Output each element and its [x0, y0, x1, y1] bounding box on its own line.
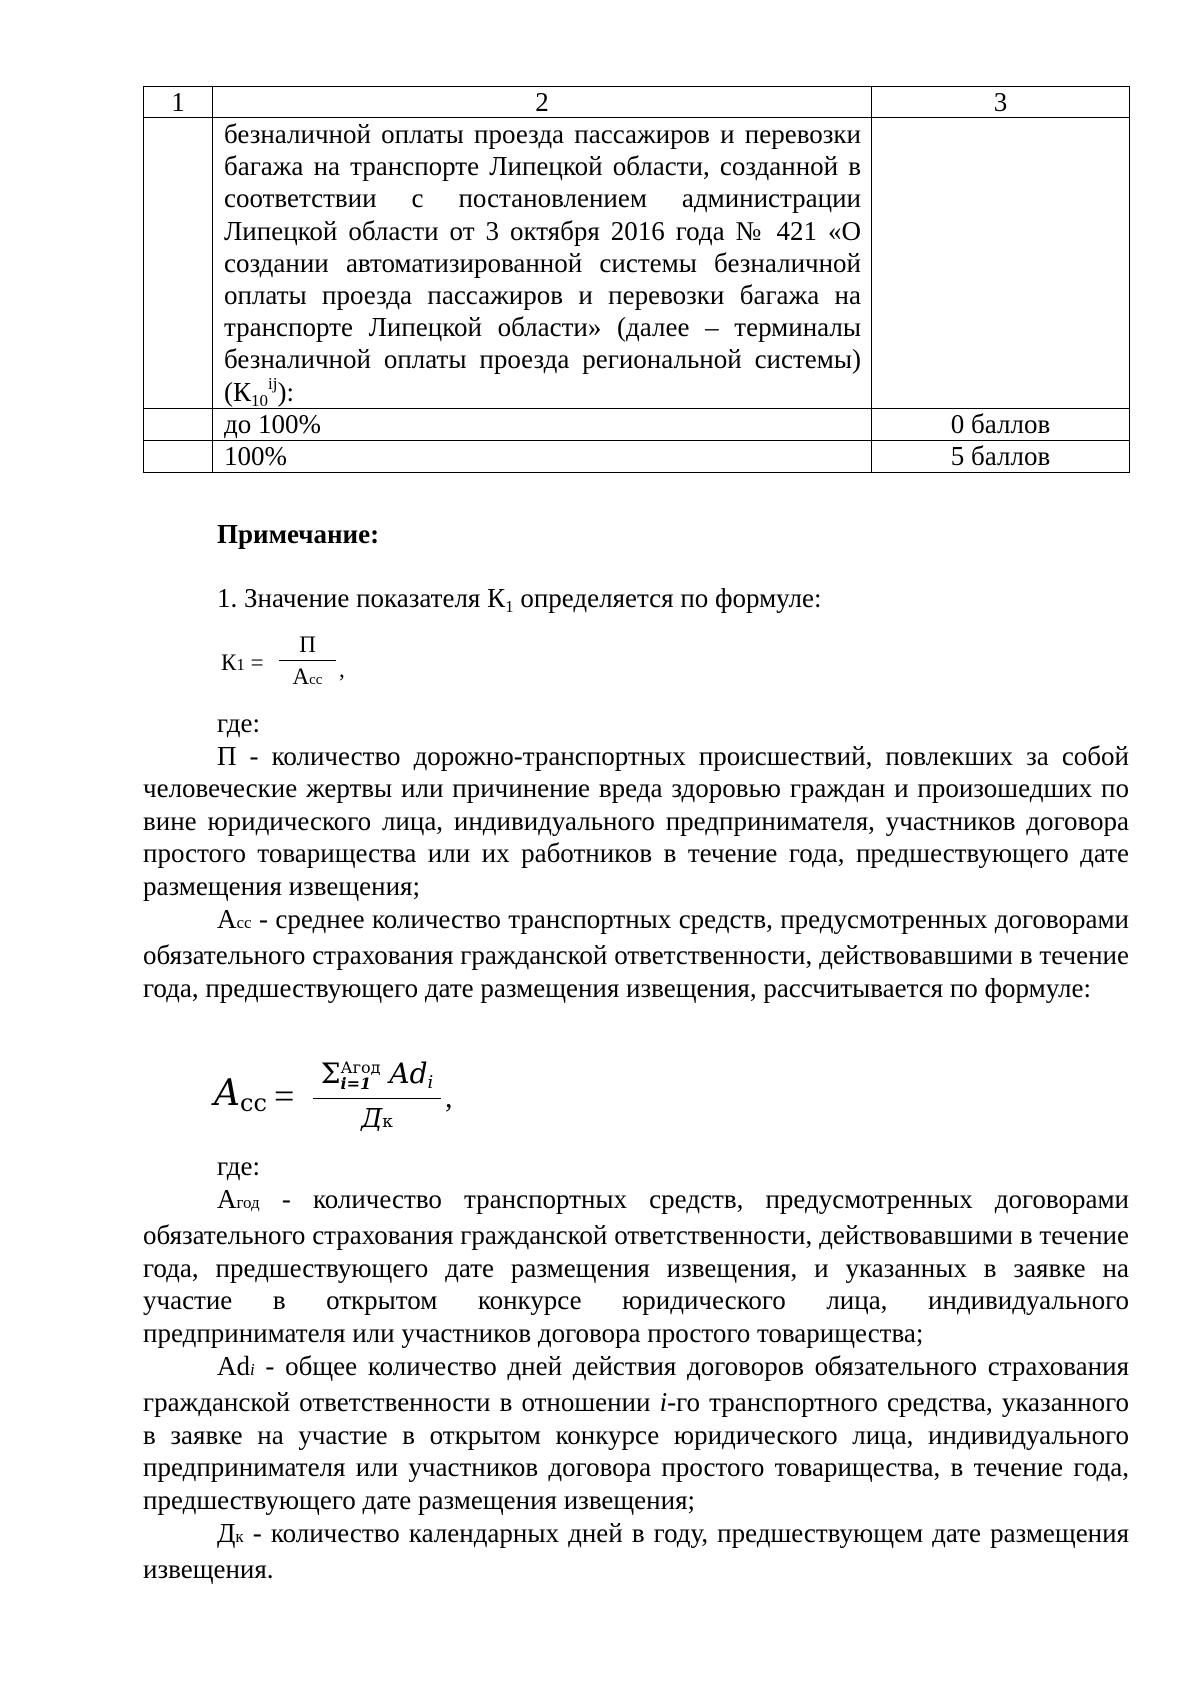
where-label: где:	[217, 1151, 260, 1181]
criterion-description-cell	[213, 118, 872, 409]
sum-lower: i=1	[340, 1073, 372, 1093]
table-cell	[144, 118, 213, 409]
note-item-1	[143, 582, 1129, 615]
dk-definition: - количество календарных дней в году, предшествующем дате размещения извещения.	[143, 1517, 1129, 1585]
fraction-numerator	[313, 1050, 441, 1098]
fraction-numerator: П	[299, 632, 316, 657]
table-cell	[144, 440, 213, 472]
adi-subscript: i	[250, 1359, 255, 1379]
table-row	[144, 440, 1130, 472]
sum-symbol: Σ	[320, 1057, 341, 1090]
sum-upper-symbol: А	[340, 1057, 353, 1077]
fraction-denominator	[313, 1099, 441, 1142]
den-subscript: к	[382, 1112, 393, 1132]
criterion-text: безналичной оплаты проезда пассажиров и перевозки багажа на транспорте Липецкой области, созданной в соответствии с постановлением администрации Липецкой области от 3 октября 2016 года № 421 «О создании автоматизированной системы безналичной оплаты проезда пассажиров и перевозки багажа на транспорте Липецкой области» (далее – терминалы безналичной оплаты проезда региональной системы) (К	[224, 119, 861, 407]
adi-definition-a: - общее количество дней действия договоров обязательного страхования гражданской ответственности в отношении	[143, 1350, 1129, 1418]
table-cell	[144, 408, 213, 440]
agod-subscript: год	[236, 1192, 260, 1212]
definition-acc	[143, 903, 1129, 1005]
table-row	[144, 408, 1130, 440]
den-symbol: Д	[361, 1104, 383, 1134]
den-symbol: А	[292, 664, 310, 689]
k-subscript: 1	[236, 655, 245, 674]
criteria-table	[143, 86, 1130, 473]
formula-k1	[221, 630, 351, 700]
formula-k1-lhs	[221, 647, 264, 682]
definition-adi	[143, 1350, 1129, 1517]
table-cell-range: до 100%	[213, 408, 872, 440]
definition-agod	[143, 1183, 1129, 1350]
note-title: Примечание:	[217, 519, 380, 549]
acc-subscript: сс	[236, 912, 252, 932]
header-col-2: 2	[213, 87, 872, 118]
header-col-1: 1	[144, 87, 213, 118]
a-symbol: A	[214, 1073, 240, 1114]
where-label: где:	[217, 708, 260, 738]
criterion-subscript: 10	[251, 390, 268, 410]
equals-sign: =	[274, 1076, 295, 1116]
acc-term: А	[217, 903, 237, 934]
table-cell-score: 0 баллов	[872, 408, 1130, 440]
definitions-block-2	[143, 1150, 1129, 1586]
adi-definition-b: -го транспортного средства, указанного в заявке на участие в открытом конкурсе юридического лица, индивидуального предпринимателя или участников договора простого товарищества, в течение года, предшествующего дате размещения извещения;	[143, 1387, 1129, 1515]
table-cell	[872, 118, 1130, 409]
fraction-denominator	[279, 661, 336, 696]
definition-dk	[143, 1517, 1129, 1586]
definitions-block-1	[143, 707, 1129, 1004]
dk-term: Д	[217, 1517, 236, 1548]
formula-acc-fraction	[313, 1050, 441, 1142]
table-header-row	[144, 87, 1130, 118]
item1-suffix: определяется по формуле:	[513, 583, 822, 613]
formula-comma: ,	[445, 1081, 453, 1114]
sum-term: Ad	[389, 1057, 428, 1090]
definition-p: П - количество дорожно-транспортных происшествий, повлекших за собой человеческие жертвы или причинение вреда здоровью граждан и произошедших по вине юридического лица, индивидуального предпринимателя, участников договора простого товарищества или их работников в течение года, предшествующего дате размещения извещения;	[143, 740, 1129, 901]
k-symbol: К	[221, 650, 237, 675]
adi-term: Ad	[217, 1350, 250, 1381]
table-row	[144, 118, 1130, 409]
criterion-superscript: ij	[268, 373, 278, 393]
item1-subscript: 1	[505, 597, 514, 616]
formula-acc-lhs	[214, 1073, 267, 1120]
adi-index: i	[659, 1387, 668, 1418]
acc-definition: - среднее количество транспортных средств, предусмотренных договорами обязательного страхования гражданской ответственности, действовавшими в течение года, предшествующего дате размещения извещения, рассчитывается по формуле:	[143, 903, 1129, 1003]
dk-subscript: к	[235, 1526, 244, 1546]
header-col-3: 3	[872, 87, 1130, 118]
table-cell-score: 5 баллов	[872, 440, 1130, 472]
formula-k1-fraction	[279, 630, 336, 696]
formula-comma: ,	[339, 657, 345, 682]
sum-term-subscript: i	[427, 1072, 434, 1093]
item1-prefix: 1. Значение показателя К	[217, 583, 506, 613]
criterion-tail: ):	[277, 376, 294, 407]
sum-upper-subscript: год	[352, 1057, 381, 1077]
den-subscript: сс	[309, 672, 323, 688]
a-subscript: сс	[240, 1089, 267, 1117]
equals-sign: =	[244, 650, 264, 675]
table-cell-range: 100%	[213, 440, 872, 472]
formula-acc	[214, 1050, 474, 1155]
agod-definition: - количество транспортных средств, предусмотренных договорами обязательного страхования гражданской ответственности, действовавшими в течение года, предшествующего дате размещения извещения, и указанных в заявке на участие в открытом конкурсе юридического лица, индивидуального предпринимателя или участников договора простого товарищества;	[143, 1183, 1129, 1348]
agod-term: А	[217, 1183, 237, 1214]
